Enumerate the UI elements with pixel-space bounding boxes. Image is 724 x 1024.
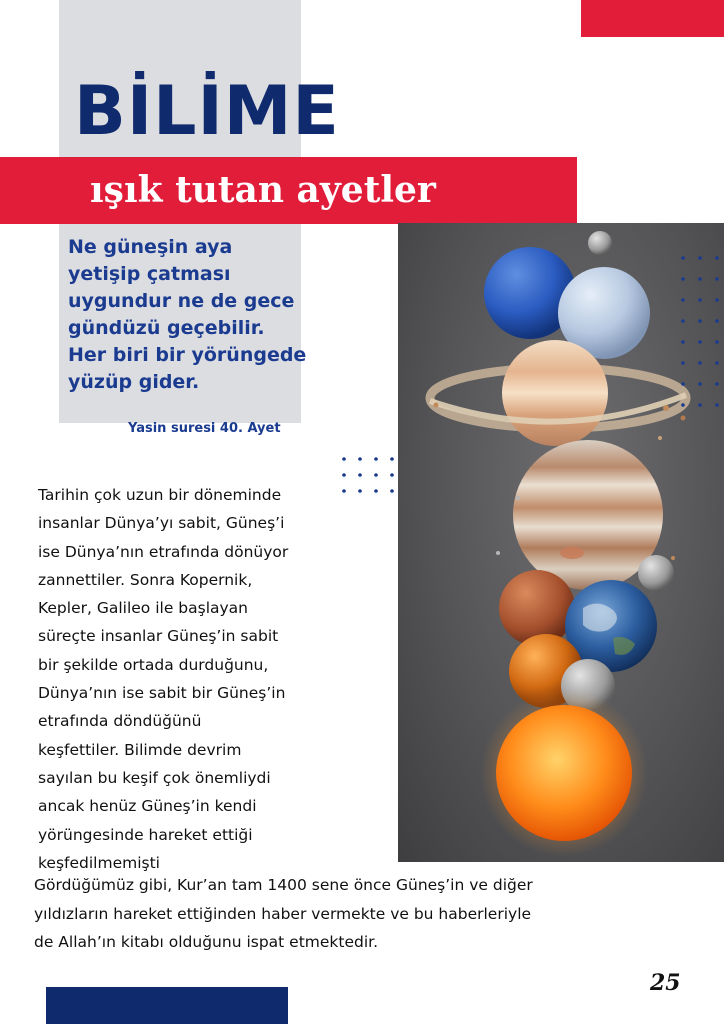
conclusion-paragraph: Gördüğümüz gibi, Kur’an tam 1400 sene önce Güneş’in ve diğer yıldızların hareket ettiğinden haber vermekte ve bu haberleriyle de Allah’ın kitabı olduğunu ispat etmektedir. <box>34 876 533 951</box>
top-right-accent-bar <box>581 0 724 37</box>
small-moon-right <box>638 555 674 591</box>
page-number: 25 <box>650 970 681 996</box>
planets-illustration <box>398 223 724 862</box>
bottom-accent-bar <box>46 987 288 1024</box>
dot-grid-decoration <box>680 255 720 415</box>
verse-quote: Ne güneşin aya yetişip çatması uygundur ne de gece gündüzü geçebilir. Her biri bir yörüngede yüzüp gider. <box>68 236 307 393</box>
saturn-planet <box>502 340 608 446</box>
mars-planet <box>499 570 575 646</box>
verse-reference: Yasin suresi 40. Ayet <box>128 421 281 436</box>
small-moon-top <box>588 231 612 255</box>
page-subtitle: ışık tutan ayetler <box>90 169 436 211</box>
body-paragraph: Tarihin çok uzun bir döneminde insanlar Dünya’yı sabit, Güneş’i ise Dünya’nın etrafında dönüyor zannettiler. Sonra Kopernik, Kepler, Galileo ile başlayan süreçte insanlar Güneş’in sabit bir şekilde ortada durduğunu, Dünya’nın ise sabit bir Güneş’in etrafında döndüğünü keşfettiler. Bilimde devrim sayılan bu keşif çok önemliydi ancak henüz Güneş’in kendi yörüngesinde hareket ettiği keşfedilmemişti <box>38 486 289 872</box>
page-title: BİLİME <box>74 72 340 151</box>
sun-star <box>496 705 632 841</box>
dot-grid-decoration <box>340 455 400 500</box>
solar-system-image <box>398 223 724 862</box>
